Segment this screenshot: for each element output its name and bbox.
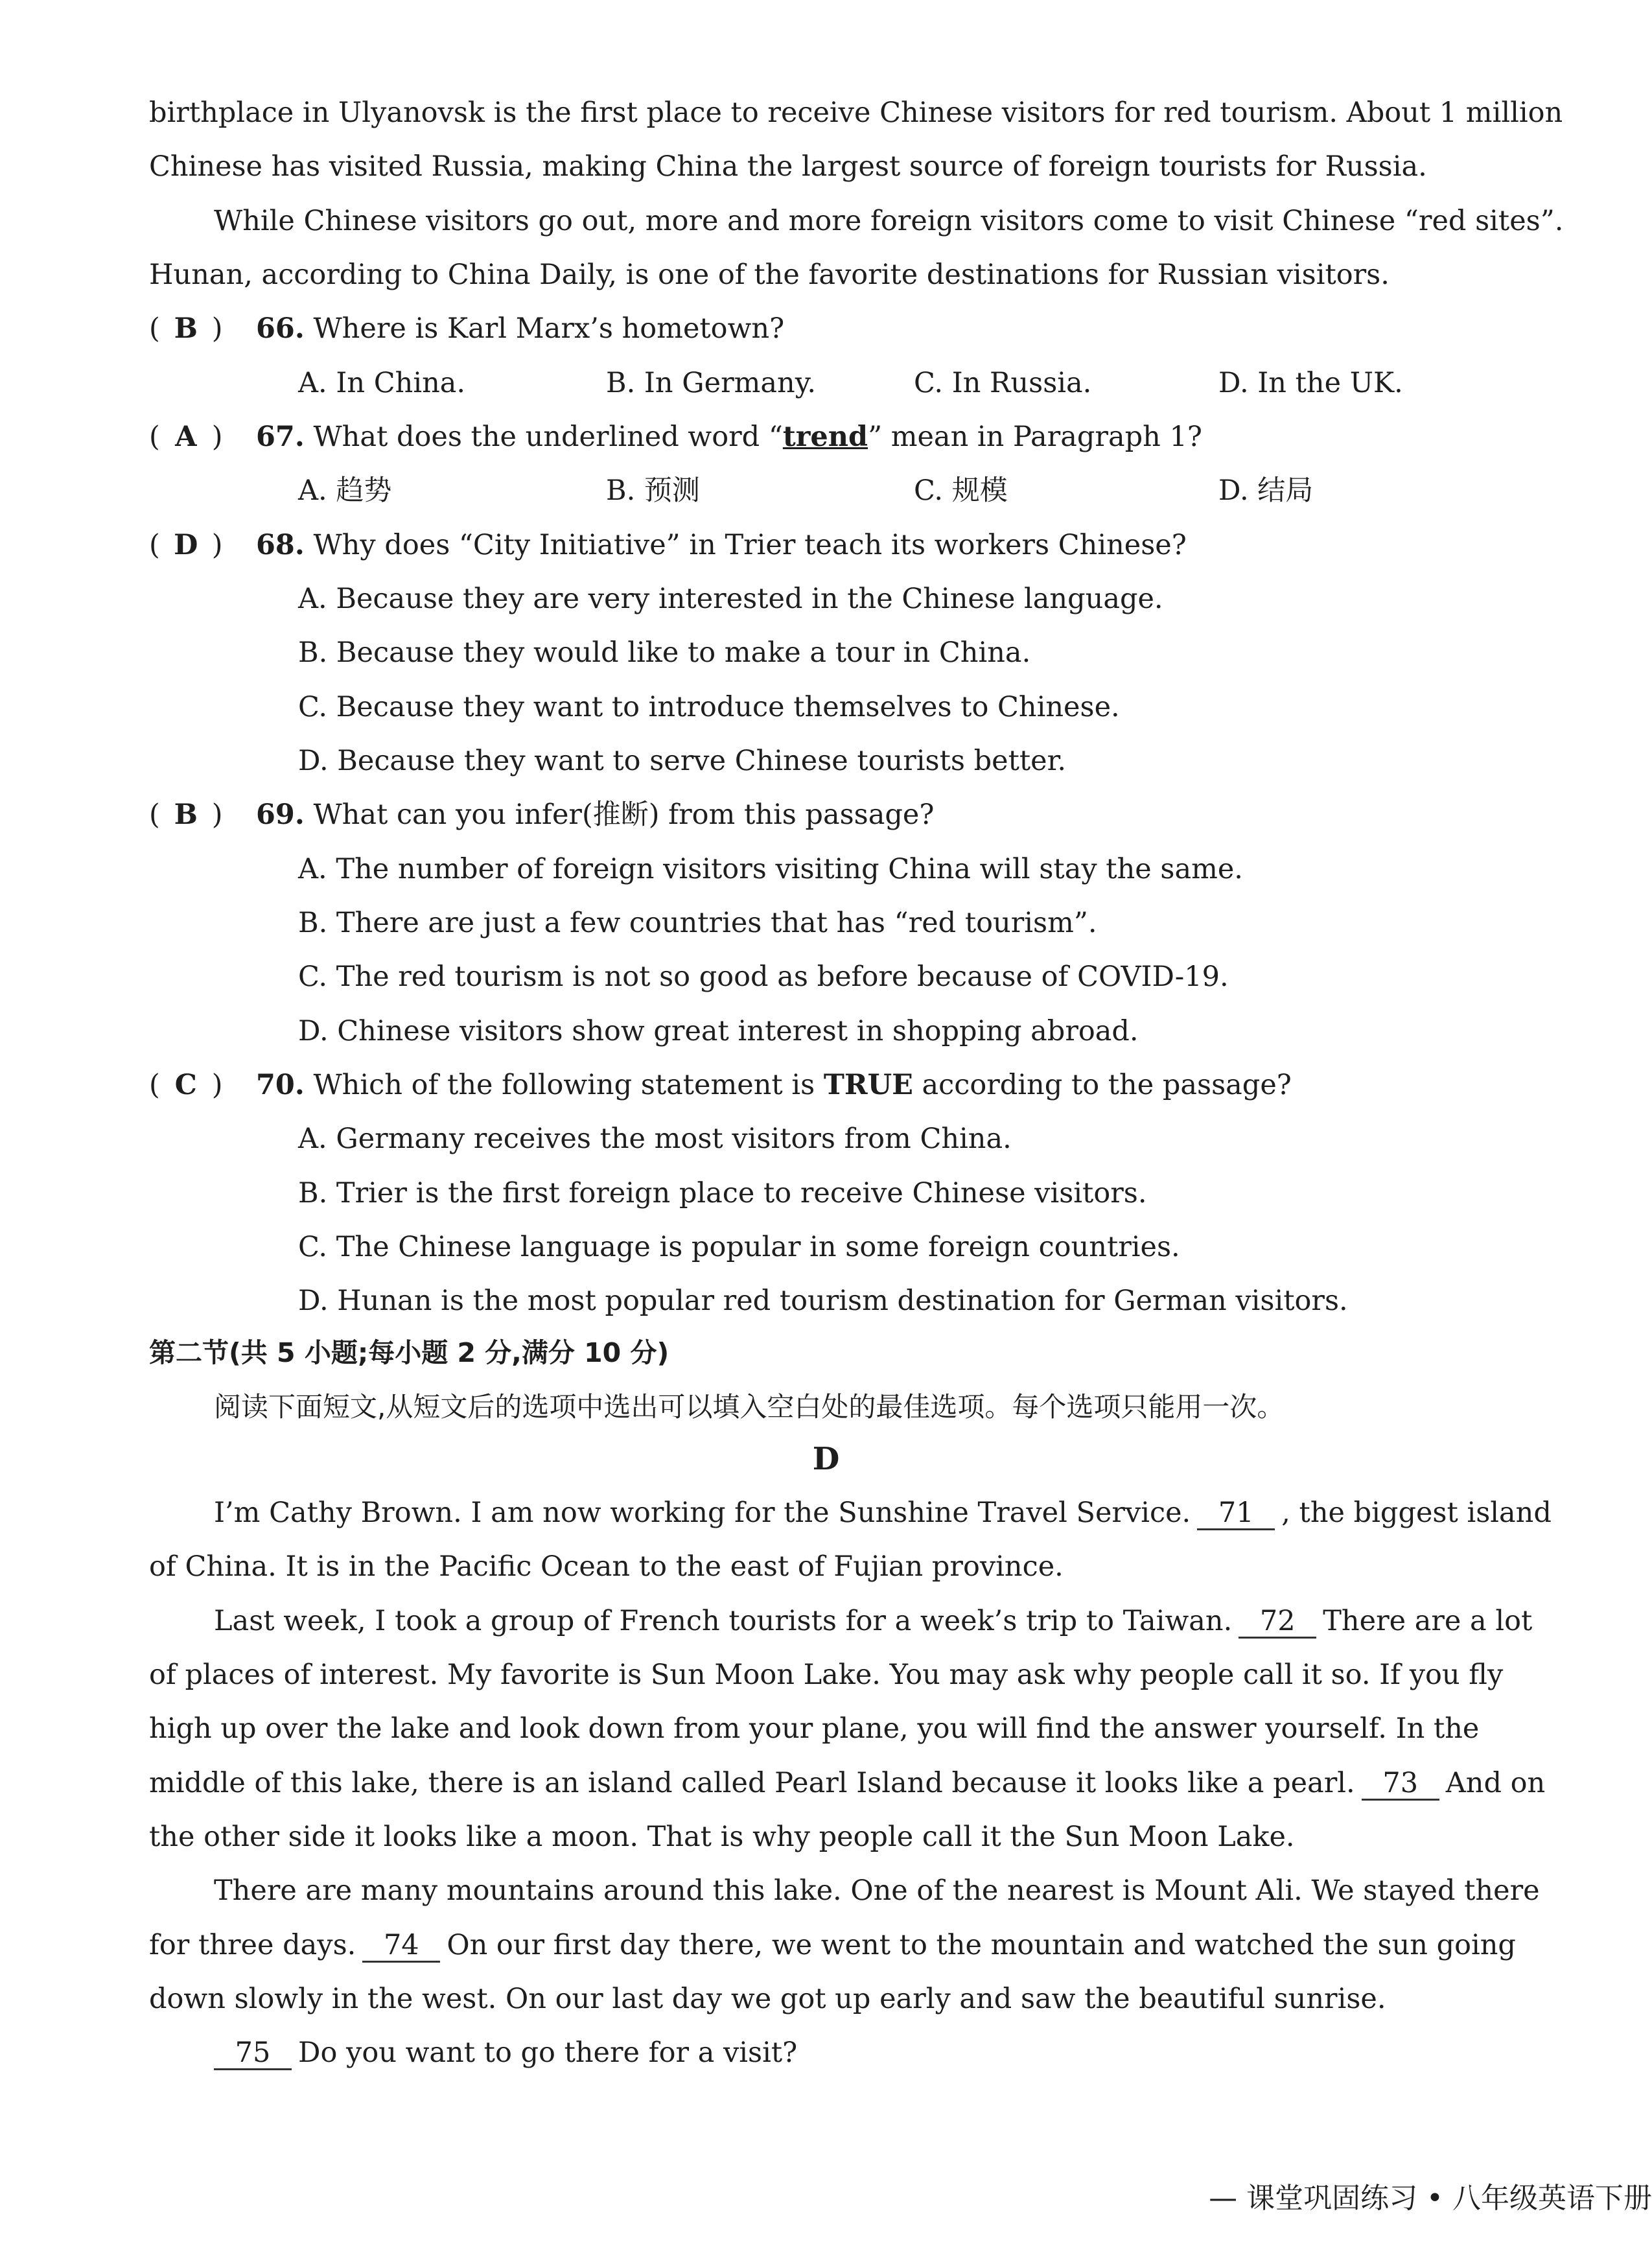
passage-letter: D xyxy=(812,1441,840,1477)
underlined-word: trend xyxy=(782,421,868,453)
question-text-after: ” mean in Paragraph 1? xyxy=(868,421,1202,453)
question-text: Why does “City Initiative” in Trier teach its workers Chinese? xyxy=(313,529,1187,561)
passage-text: There are a lot xyxy=(1323,1605,1533,1637)
answer-mark: B xyxy=(174,312,198,345)
option-c: C. Because they want to introduce themselves to Chinese. xyxy=(298,691,1120,723)
passage-line xyxy=(207,2034,797,2072)
question-number: 66. xyxy=(256,312,305,345)
blank-73: 73 xyxy=(1362,1768,1439,1801)
passage-text: Do you want to go there for a visit? xyxy=(298,2037,798,2069)
question-number: 67. xyxy=(256,421,305,453)
blank-71: 71 xyxy=(1197,1497,1275,1530)
option-b: B. 预测 xyxy=(606,474,700,507)
option-d: D. Because they want to serve Chinese tourists better. xyxy=(298,745,1067,777)
passage-text: And on xyxy=(1445,1767,1546,1799)
question-68: ( D ) 68. Why does “City Initiative” in Trier teach its workers Chinese? xyxy=(149,526,1187,564)
blank-72: 72 xyxy=(1239,1606,1316,1639)
option-a: A. Because they are very interested in the Chinese language. xyxy=(298,583,1163,615)
option-c: C. In Russia. xyxy=(914,367,1092,399)
option-a: A. 趋势 xyxy=(298,474,392,507)
passage-line: the other side it looks like a moon. That is why people call it the Sun Moon Lake. xyxy=(149,1821,1295,1853)
question-70: ( C ) 70. Which of the following statement is TRUE according to the passage? xyxy=(149,1066,1292,1104)
passage-text: On our first day there, we went to the mountain and watched the sun going xyxy=(447,1929,1516,1961)
question-text-after: according to the passage? xyxy=(913,1069,1292,1101)
option-c: C. The red tourism is not so good as before because of COVID-19. xyxy=(298,961,1229,993)
passage-text: Last week, I took a group of French tourists for a week’s trip to Taiwan. xyxy=(214,1605,1233,1637)
question-number: 70. xyxy=(256,1069,305,1101)
question-67: ( A ) 67. What does the underlined word “trend” mean in Paragraph 1? xyxy=(149,418,1202,456)
blank-75: 75 xyxy=(214,2037,292,2070)
question-text-before: Which of the following statement is xyxy=(313,1069,824,1101)
passage-line: of places of interest. My favorite is Sun Moon Lake. You may ask why people call it so. If you fly xyxy=(149,1659,1504,1691)
passage-line: While Chinese visitors go out, more and more foreign visitors come to visit Chinese “red sites”. xyxy=(214,205,1564,237)
answer-mark: C xyxy=(174,1069,197,1101)
passage-line xyxy=(149,1764,1545,1802)
option-a: A. Germany receives the most visitors from China. xyxy=(298,1123,1012,1155)
option-d: D. Hunan is the most popular red tourism destination for German visitors. xyxy=(298,1285,1348,1317)
passage-text: I’m Cathy Brown. I am now working for the Sunshine Travel Service. xyxy=(214,1497,1191,1529)
option-a: A. In China. xyxy=(298,367,466,399)
passage-text: , the biggest island xyxy=(1281,1497,1552,1529)
question-text: Where is Karl Marx’s hometown? xyxy=(313,312,785,345)
section-heading: 第二节(共 5 小题;每小题 2 分,满分 10 分) xyxy=(149,1337,669,1368)
option-b: B. Because they would like to make a tour in China. xyxy=(298,636,1031,669)
blank-74: 74 xyxy=(362,1930,440,1963)
question-text: What can you infer(推断) from this passage? xyxy=(313,799,935,831)
option-d: D. In the UK. xyxy=(1218,367,1403,399)
option-c: C. 规模 xyxy=(914,474,1008,507)
passage-line xyxy=(149,1926,1516,1964)
passage-line: birthplace in Ulyanovsk is the first place to receive Chinese visitors for red tourism. About 1 million xyxy=(149,97,1563,129)
page-footer: — 课堂巩固练习 • 八年级英语下册 xyxy=(1209,2182,1652,2215)
option-d: D. 结局 xyxy=(1218,474,1314,507)
passage-line: down slowly in the west. On our last day we got up early and saw the beautiful sunrise. xyxy=(149,1983,1386,2015)
question-69: ( B ) 69. What can you infer(推断) from this passage? xyxy=(149,796,934,834)
question-number: 69. xyxy=(256,799,305,831)
option-a: A. The number of foreign visitors visiting China will stay the same. xyxy=(298,853,1243,885)
question-text-before: What does the underlined word “ xyxy=(313,421,783,453)
option-b: B. There are just a few countries that has “red tourism”. xyxy=(298,907,1097,939)
question-66: ( B ) 66. Where is Karl Marx’s hometown? xyxy=(149,310,784,347)
passage-line: Hunan, according to China Daily, is one of the favorite destinations for Russian visitors. xyxy=(149,259,1390,291)
passage-text: middle of this lake, there is an island called Pearl Island because it looks like a pearl. xyxy=(149,1767,1355,1799)
section-instruction: 阅读下面短文,从短文后的选项中选出可以填入空白处的最佳选项。每个选项只能用一次。 xyxy=(214,1391,1285,1423)
option-c: C. The Chinese language is popular in some foreign countries. xyxy=(298,1231,1180,1263)
passage-line xyxy=(214,1494,1552,1532)
option-d: D. Chinese visitors show great interest in shopping abroad. xyxy=(298,1015,1139,1047)
passage-line: There are many mountains around this lake. One of the nearest is Mount Ali. We stayed there xyxy=(214,1874,1540,1907)
option-b: B. In Germany. xyxy=(606,367,816,399)
passage-line: of China. It is in the Pacific Ocean to the east of Fujian province. xyxy=(149,1550,1064,1583)
passage-line xyxy=(214,1602,1532,1640)
question-number: 68. xyxy=(256,529,305,561)
passage-line: high up over the lake and look down from your plane, you will find the answer yourself. In the xyxy=(149,1712,1480,1745)
passage-line: Chinese has visited Russia, making China the largest source of foreign tourists for Russia. xyxy=(149,150,1427,183)
passage-text: for three days. xyxy=(149,1929,356,1961)
option-b: B. Trier is the first foreign place to receive Chinese visitors. xyxy=(298,1177,1147,1209)
question-keyword: TRUE xyxy=(823,1069,913,1101)
answer-mark: B xyxy=(174,799,198,831)
answer-mark: D xyxy=(174,529,198,561)
answer-mark: A xyxy=(175,421,197,453)
